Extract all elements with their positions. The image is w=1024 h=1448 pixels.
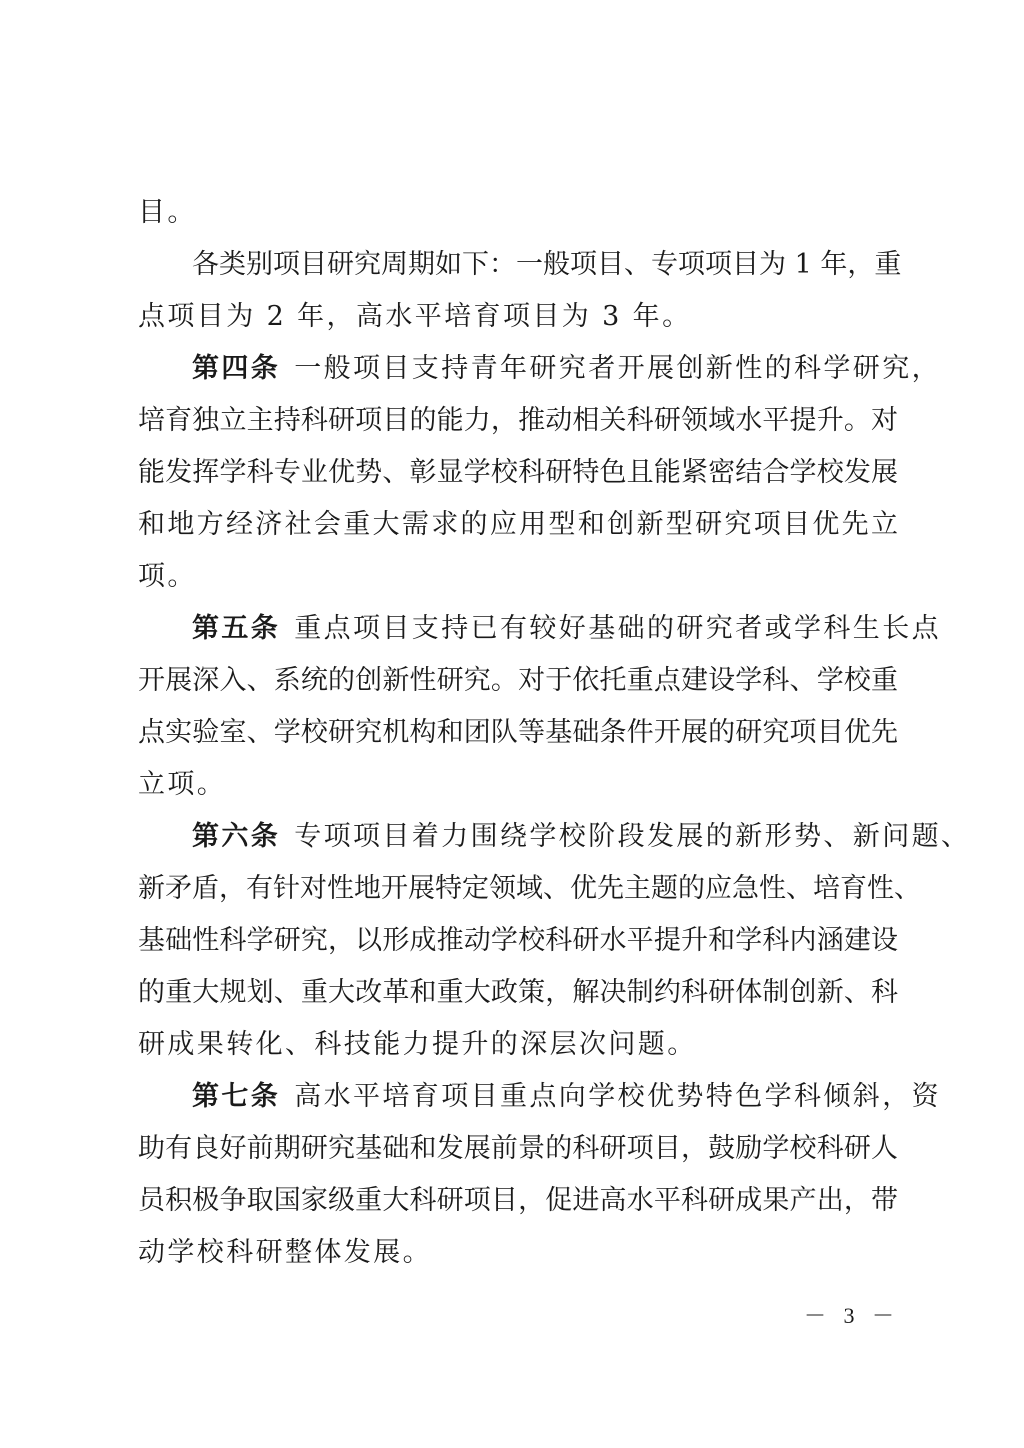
- text-line: [138, 505, 898, 545]
- text-line: [138, 713, 898, 753]
- text-line: [192, 245, 902, 285]
- line-text: 一般项目支持青年研究者开展创新性的科学研究，: [294, 353, 942, 384]
- line-text: 专项项目着力围绕学校阶段发展的新形势、新问题、: [294, 821, 971, 852]
- text-line: [138, 661, 898, 701]
- line-text: 员积极争取国家级重大科研项目，促进高水平科研成果产出，带: [138, 1185, 898, 1216]
- text-line: [138, 765, 898, 805]
- line-text: 项。: [138, 561, 197, 592]
- line-text: 立项。: [138, 769, 227, 800]
- article-heading-line: [192, 817, 971, 857]
- article-label: 第七条: [192, 1081, 281, 1112]
- line-text: 重点项目支持已有较好基础的研究者或学科生长点: [294, 613, 942, 644]
- line-text: 能发挥学科专业优势、彰显学校科研特色且能紧密结合学校发展: [138, 457, 898, 488]
- line-text: 点实验室、学校研究机构和团队等基础条件开展的研究项目优先: [138, 717, 898, 748]
- page-number: － 3 －: [803, 1303, 900, 1328]
- text-line: [138, 1129, 898, 1169]
- line-text: 高水平培育项目重点向学校优势特色学科倾斜，资: [294, 1081, 942, 1112]
- article-heading-line: [192, 349, 942, 389]
- text-line: [138, 193, 898, 233]
- text-line: [138, 869, 921, 909]
- article-label: 第五条: [192, 613, 281, 644]
- article-heading-line: [192, 1077, 942, 1117]
- line-text: 和地方经济社会重大需求的应用型和创新型研究项目优先立: [138, 509, 898, 540]
- line-text: 各类别项目研究周期如下：一般项目、专项项目为 1 年，重: [192, 249, 902, 280]
- line-text: 基础性科学研究，以形成推动学校科研水平提升和学科内涵建设: [138, 925, 898, 956]
- line-text: 新矛盾，有针对性地开展特定领域、优先主题的应急性、培育性、: [138, 873, 921, 904]
- line-text: 培育独立主持科研项目的能力，推动相关科研领域水平提升。对: [138, 405, 898, 436]
- text-line: [138, 921, 898, 961]
- line-text: 助有良好前期研究基础和发展前景的科研项目，鼓励学校科研人: [138, 1133, 898, 1164]
- text-line: [138, 1025, 898, 1065]
- text-line: [138, 1181, 898, 1221]
- line-text: 研成果转化、科技能力提升的深层次问题。: [138, 1029, 697, 1060]
- text-line: [138, 1233, 898, 1273]
- line-text: 动学校科研整体发展。: [138, 1237, 432, 1268]
- text-line: [138, 401, 898, 441]
- article-label: 第四条: [192, 353, 281, 384]
- text-line: [138, 297, 898, 337]
- line-text: 点项目为 2 年，高水平培育项目为 3 年。: [138, 301, 692, 332]
- text-line: [138, 453, 898, 493]
- line-text: 目。: [138, 197, 197, 228]
- text-line: [138, 973, 898, 1013]
- article-label: 第六条: [192, 821, 281, 852]
- text-line: [138, 557, 898, 597]
- line-text: 开展深入、系统的创新性研究。对于依托重点建设学科、学校重: [138, 665, 898, 696]
- article-heading-line: [192, 609, 942, 649]
- line-text: 的重大规划、重大改革和重大政策，解决制约科研体制创新、科: [138, 977, 898, 1008]
